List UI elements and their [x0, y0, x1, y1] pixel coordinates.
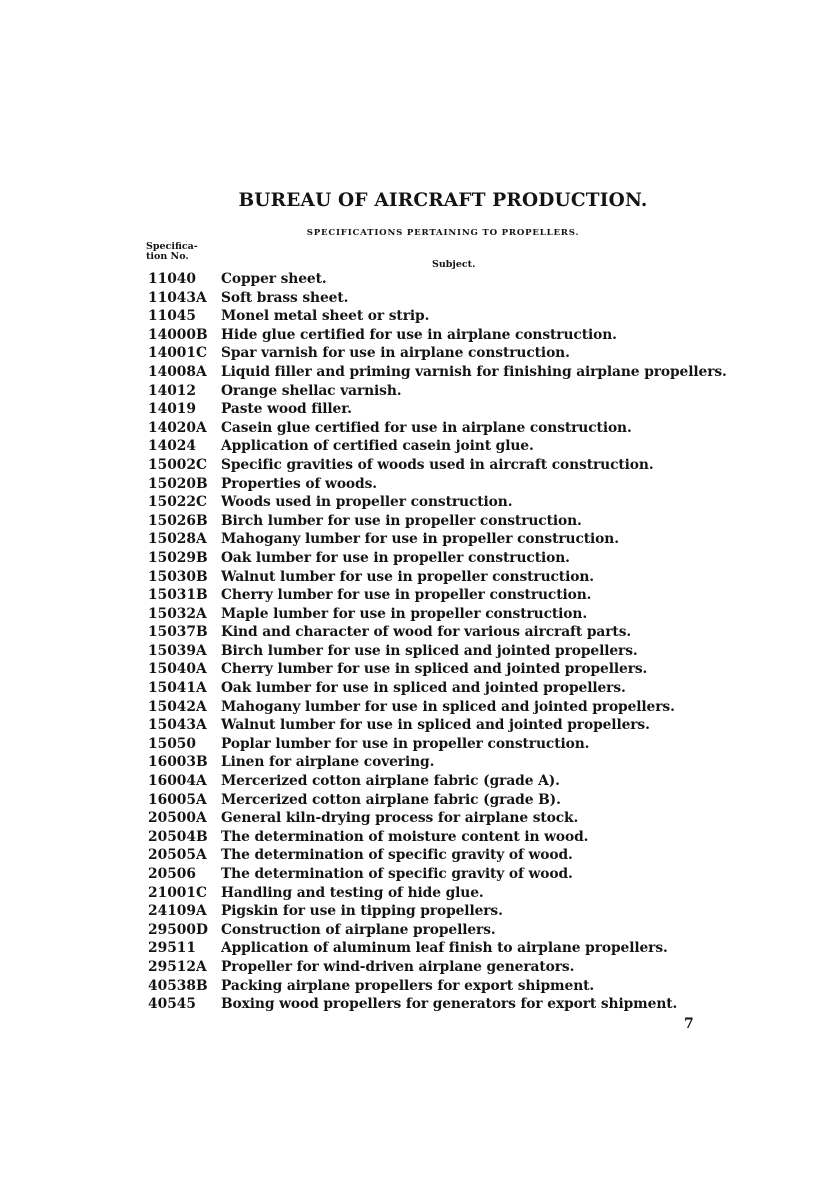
spec-number: 15031B — [148, 587, 208, 604]
list-item — [148, 735, 708, 754]
spec-subject: Walnut lumber for use in propeller construction. — [221, 568, 594, 585]
spec-number: 15032A — [148, 605, 207, 622]
spec-subject: Oak lumber for use in spliced and jointed propellers. — [221, 680, 626, 697]
spec-subject: Liquid filler and priming varnish for finishing airplane propellers. — [221, 363, 727, 380]
list-item — [148, 902, 708, 921]
spec-number: 15040A — [148, 661, 207, 678]
spec-number: 14008A — [148, 363, 207, 380]
spec-subject: Mahogany lumber for use in spliced and jointed propellers. — [221, 698, 675, 715]
spec-number: 14001C — [148, 345, 207, 362]
spec-subject: Monel metal sheet or strip. — [221, 308, 430, 325]
spec-number: 16005A — [148, 791, 207, 808]
list-item — [148, 716, 708, 735]
spec-number: 20506 — [148, 866, 196, 882]
spec-subject: Properties of woods. — [221, 475, 377, 492]
spec-number: 15026B — [148, 512, 208, 529]
spec-subject: Packing airplane propellers for export shipment. — [221, 977, 595, 994]
list-item — [148, 623, 708, 642]
list-item — [148, 456, 708, 475]
column-header-subject: Subject. — [432, 259, 476, 270]
list-item — [148, 642, 708, 661]
list-item — [148, 846, 708, 865]
list-item — [148, 660, 708, 679]
list-item — [148, 977, 708, 996]
spec-number: 11043A — [148, 289, 207, 306]
spec-number: 29500D — [148, 921, 208, 938]
spec-subject: Specific gravities of woods used in aircraft construction. — [221, 456, 654, 473]
list-item — [148, 363, 727, 382]
list-item — [148, 865, 708, 884]
spec-number: 21001C — [148, 884, 207, 901]
list-item — [148, 512, 708, 531]
spec-subject: Copper sheet. — [221, 271, 327, 287]
spec-subject: Birch lumber for use in spliced and jointed propellers. — [221, 642, 638, 659]
spec-number: 15022C — [148, 494, 207, 511]
list-item — [148, 995, 708, 1014]
list-item — [148, 307, 708, 326]
spec-subject: Soft brass sheet. — [221, 289, 349, 306]
column-header-spec-line1: Specifica- — [146, 241, 198, 252]
list-item — [148, 493, 708, 512]
spec-number: 29511 — [148, 940, 196, 957]
list-item — [148, 289, 708, 308]
spec-subject: General kiln-drying process for airplane stock. — [221, 810, 579, 827]
spec-subject: Cherry lumber for use in propeller construction. — [221, 587, 592, 604]
list-item — [148, 586, 708, 605]
list-item — [148, 605, 708, 624]
spec-number: 20504B — [148, 828, 208, 845]
spec-subject: Propeller for wind-driven airplane generators. — [221, 958, 575, 975]
list-item — [148, 475, 708, 494]
spec-number: 15050 — [148, 735, 196, 752]
column-header-spec-line2: tion No. — [146, 251, 189, 262]
spec-subject: Casein glue certified for use in airplane construction. — [221, 419, 632, 436]
list-item — [148, 753, 708, 772]
specification-list — [148, 270, 727, 1014]
list-item — [148, 679, 708, 698]
spec-number: 16003B — [148, 754, 208, 771]
spec-number: 15029B — [148, 549, 208, 566]
list-item — [148, 884, 708, 903]
spec-subject: The determination of specific gravity of wood. — [221, 866, 573, 882]
list-item — [148, 698, 708, 717]
spec-number: 29512A — [148, 958, 207, 975]
list-item — [148, 568, 708, 587]
list-item — [148, 326, 708, 345]
list-item — [148, 809, 708, 828]
spec-subject: Woods used in propeller construction. — [221, 494, 513, 511]
spec-subject: Mercerized cotton airplane fabric (grade A). — [221, 773, 560, 790]
spec-subject: Spar varnish for use in airplane construction. — [221, 345, 570, 362]
spec-subject: Boxing wood propellers for generators for export shipment. — [221, 996, 678, 1013]
list-item — [148, 437, 708, 456]
spec-number: 14012 — [148, 382, 196, 399]
spec-number: 15039A — [148, 642, 207, 659]
spec-number: 14024 — [148, 438, 196, 455]
spec-number: 14020A — [148, 419, 207, 436]
spec-number: 40545 — [148, 996, 196, 1013]
list-item — [148, 344, 708, 363]
list-item — [148, 921, 708, 940]
spec-number: 15028A — [148, 531, 207, 548]
spec-number: 15043A — [148, 717, 207, 734]
spec-subject: Orange shellac varnish. — [221, 382, 402, 399]
page-title: BUREAU OF AIRCRAFT PRODUCTION. — [238, 190, 648, 211]
spec-subject: Birch lumber for use in propeller construction. — [221, 512, 582, 529]
spec-number: 11040 — [148, 271, 196, 287]
list-item — [148, 828, 708, 847]
spec-subject: Pigskin for use in tipping propellers. — [221, 903, 503, 920]
spec-number: 15041A — [148, 680, 207, 697]
spec-subject: Hide glue certified for use in airplane construction. — [221, 326, 617, 343]
spec-subject: The determination of moisture content in wood. — [221, 828, 589, 845]
spec-number: 15002C — [148, 456, 207, 473]
spec-subject: Mahogany lumber for use in propeller construction. — [221, 531, 619, 548]
spec-subject: Linen for airplane covering. — [221, 754, 435, 771]
page-subtitle: SPECIFICATIONS PERTAINING TO PROPELLERS. — [306, 228, 580, 238]
spec-number: 16004A — [148, 773, 207, 790]
list-item — [148, 549, 708, 568]
list-item — [148, 270, 708, 289]
list-item — [148, 419, 708, 438]
spec-number: 11045 — [148, 308, 196, 325]
spec-number: 15042A — [148, 698, 207, 715]
column-header-spec-no — [146, 242, 198, 262]
list-item — [148, 772, 708, 791]
spec-number: 14000B — [148, 326, 208, 343]
list-item — [148, 400, 708, 419]
spec-subject: Maple lumber for use in propeller construction. — [221, 605, 588, 622]
spec-subject: Kind and character of wood for various aircraft parts. — [221, 624, 632, 641]
spec-subject: The determination of specific gravity of wood. — [221, 847, 573, 864]
spec-subject: Paste wood filler. — [221, 401, 352, 418]
spec-subject: Walnut lumber for use in spliced and jointed propellers. — [221, 717, 650, 734]
spec-subject: Cherry lumber for use in spliced and jointed propellers. — [221, 661, 648, 678]
spec-number: 20500A — [148, 810, 207, 827]
spec-subject: Oak lumber for use in propeller construction. — [221, 549, 570, 566]
list-item — [148, 939, 708, 958]
spec-subject: Mercerized cotton airplane fabric (grade B). — [221, 791, 561, 808]
spec-subject: Handling and testing of hide glue. — [221, 884, 484, 901]
spec-subject: Application of aluminum leaf finish to airplane propellers. — [221, 940, 668, 957]
spec-number: 14019 — [148, 401, 196, 418]
spec-number: 15020B — [148, 475, 208, 492]
spec-number: 24109A — [148, 903, 207, 920]
spec-number: 40538B — [148, 977, 208, 994]
spec-number: 15030B — [148, 568, 208, 585]
spec-subject: Application of certified casein joint glue. — [221, 438, 534, 455]
spec-number: 20505A — [148, 847, 207, 864]
page-number: 7 — [684, 1016, 694, 1032]
spec-number: 15037B — [148, 624, 208, 641]
spec-subject: Construction of airplane propellers. — [221, 921, 496, 938]
list-item — [148, 530, 708, 549]
list-item — [148, 958, 708, 977]
list-item — [148, 791, 708, 810]
spec-subject: Poplar lumber for use in propeller construction. — [221, 735, 590, 752]
list-item — [148, 382, 708, 401]
